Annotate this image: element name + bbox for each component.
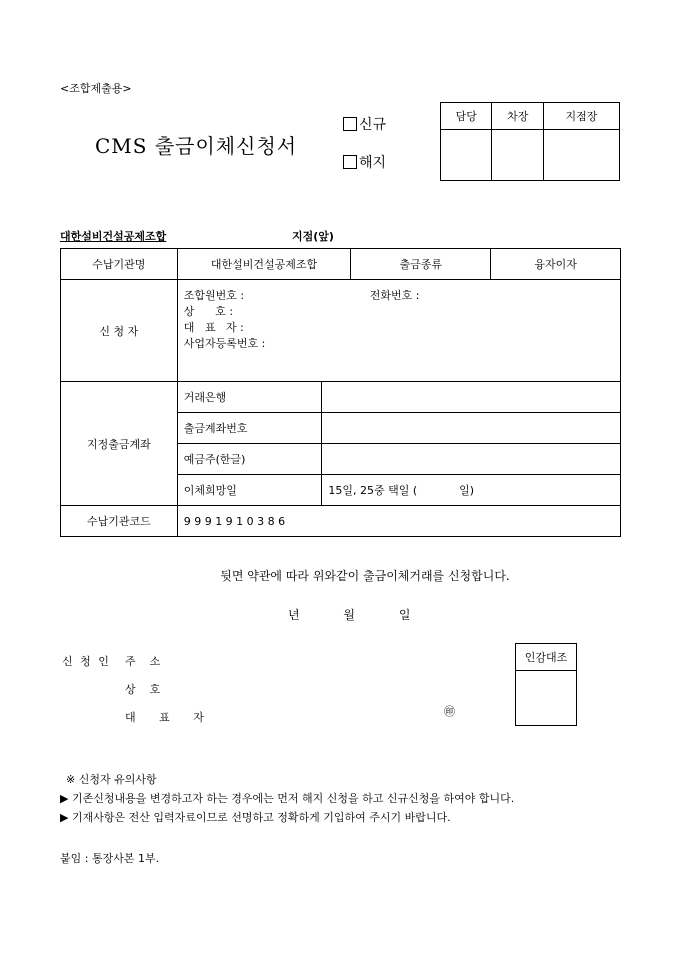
approval-header-deputy: 차장 (492, 103, 543, 130)
biz-reg-label: 사업자등록번호 : (183, 337, 266, 350)
seal-mark-icon: ㊞ (444, 705, 455, 718)
company-sign-label: 상 호 (125, 683, 161, 696)
transfer-day-value[interactable]: 15일, 25중 택일 ( 일) (322, 475, 621, 506)
bank-label: 거래은행 (177, 382, 322, 413)
copy-label: <조합제출용> (60, 82, 132, 95)
approval-table (440, 102, 620, 181)
declaration: 뒷면 약관에 따라 위와같이 출금이체거래를 신청합니다. (220, 569, 510, 583)
date-line (288, 606, 410, 623)
checkbox-cancel-label: 해지 (359, 155, 387, 171)
checkbox-new[interactable] (343, 114, 386, 134)
caution-item: ▶ 기존신청내용을 변경하고자 하는 경우에는 먼저 해지 신청을 하고 신규신청을 하여야 합니다. (60, 792, 515, 805)
checkbox-new-label: 신규 (359, 117, 387, 133)
approval-sign-deputy[interactable] (492, 130, 543, 181)
address-label: 주 소 (125, 655, 161, 668)
cautions-title: ※ 신청자 유의사항 (66, 773, 157, 786)
company-label: 상 호 : (183, 305, 234, 318)
seal-box-area[interactable] (516, 671, 577, 726)
account-no-label: 출금계좌번호 (177, 413, 322, 444)
union-heading (60, 228, 345, 244)
applicant-fields[interactable] (177, 280, 620, 382)
seal-verification-box (515, 643, 577, 726)
seal-box-label: 인감대조 (516, 644, 577, 671)
attachment-note: 붙임 : 통장사본 1부. (60, 852, 160, 865)
applicant-sign-label: 신 청 인 (62, 655, 111, 668)
code-label: 수납기관코드 (61, 506, 178, 537)
cautions (60, 770, 514, 827)
date-month: 월 (343, 608, 356, 622)
receiver-value: 대한설비건설공제조합 (177, 249, 351, 280)
account-section-label: 지정출금계좌 (61, 382, 178, 506)
approval-header-staff: 담당 (441, 103, 492, 130)
caution-item: ▶ 기재사항은 전산 입력자료이므로 선명하고 정확하게 기입하여 주시기 바랍니다. (60, 811, 451, 824)
rep-sign-label: 대 표 자 (125, 711, 214, 724)
code-value: 9 9 9 1 9 1 0 3 8 6 (177, 506, 620, 537)
date-year: 년 (288, 608, 300, 622)
date-day: 일 (398, 608, 411, 622)
approval-header-manager: 지점장 (543, 103, 619, 130)
checkbox-box[interactable] (343, 117, 357, 131)
applicant-label: 신 청 자 (61, 280, 178, 382)
withdrawal-type-value: 융자이자 (491, 249, 621, 280)
receiver-label: 수납기관명 (61, 249, 178, 280)
union-name: 대한설비건설공제조합 (60, 230, 167, 243)
account-no-input[interactable] (322, 413, 621, 444)
application-form (60, 248, 621, 537)
bank-input[interactable] (322, 382, 621, 413)
holder-label: 예금주(한글) (177, 444, 322, 475)
transfer-day-label: 이체희망일 (177, 475, 322, 506)
checkbox-cancel[interactable] (343, 152, 386, 172)
withdrawal-type-label: 출금종류 (351, 249, 491, 280)
holder-input[interactable] (322, 444, 621, 475)
page-title: CMS 출금이체신청서 (95, 134, 298, 158)
signature-block (62, 648, 214, 732)
approval-sign-staff[interactable] (441, 130, 492, 181)
member-no-label: 조합원번호 : (183, 289, 245, 302)
checkbox-box[interactable] (343, 155, 357, 169)
phone-label: 전화번호 : (369, 289, 420, 302)
approval-sign-manager[interactable] (543, 130, 619, 181)
union-branch: 지점(앞) (292, 230, 334, 243)
representative-label: 대 표 자 : (183, 321, 244, 334)
